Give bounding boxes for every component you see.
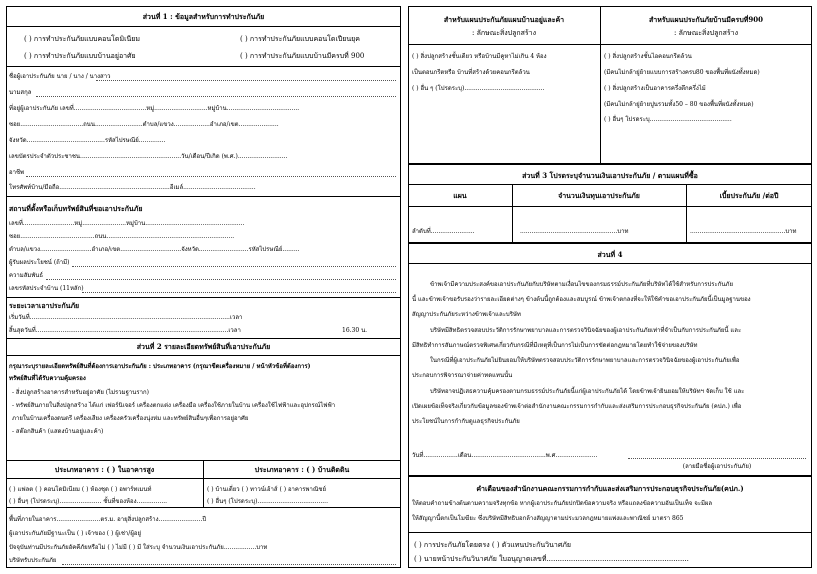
divider (6, 478, 401, 479)
shop-plan-subheading: : ลักษณะสิ่งปลูกสร้าง (471, 29, 537, 37)
divider (408, 44, 812, 45)
plan-900-option-2-note: (มีคนไม่กล้ายู่ย้ายปูนรวมทั้ง50 – 80 ของพื้นที่ผนังทั้งหมด) (604, 101, 754, 108)
insured-name-field[interactable]: ชื่อผู้เอาประกันภัย นาย / นาง / นางสาว (9, 73, 111, 80)
plan-option-condo[interactable]: ( ) การทำประกันภัยแบบคอนโดมิเนียม (24, 35, 140, 43)
warning-title: คำเตือนของสำนักงานคณะกรรมการกำกับและส่งเสริมการประกอบธุรกิจประกันภัย(คปภ.) (476, 484, 744, 493)
divider (6, 66, 401, 67)
coverage-bullet-contents-cont: ภายในบ้านเครื่องดนตรี เครื่องเสียง เครื่องครัวเครื่องนุ่งห่ม และทรัพย์สินอื่นๆเพื่อการอยู่อาศัย (12, 415, 249, 422)
phone-email-field[interactable]: โทรศัพท์บ้าน/มือถือ..........................................................อีเมล์...................................... (9, 184, 256, 191)
section-3-title: ส่วนที่ 3 โปรดระบุจำนวนเงินเอาประกันภัย / ตามแผนที่ซื้อ (522, 171, 698, 180)
section-3-col-sum: จำนวนเงินทุนเอาประกันภัย (558, 191, 640, 200)
declaration-line-6: ในกรณีที่ผู้เอาประกันภัยไม่ยินยอมให้บริษัทตรวจสอบประวัติการรักษาพยาบาลและการตรวจวินิจฉัยของผู้เอาประกันภัยเพื่อ (430, 357, 740, 364)
plan-900-option-1-note: (มีคนไม่กล้ายู่ย้ายแบบการสร้างครบ80 ของพื้นที่ผนังทั้งหมด) (604, 69, 760, 76)
section-2-title: ส่วนที่ 2 รายละเอียดทรัพย์สินที่เอาประกันภัย (136, 342, 271, 351)
divider (408, 206, 812, 207)
divider (6, 355, 401, 356)
section-3-col-premium: เบี้ยประกันภัย /ต่อปี (719, 191, 779, 200)
house-other[interactable]: ( ) อื่นๆ (โปรดระบุ)..................................... (207, 498, 328, 505)
divider (408, 184, 812, 185)
signature-line[interactable] (628, 458, 806, 459)
beneficiary-field[interactable]: ผู้รับผลประโยชน์ (ถ้ามี) (9, 259, 70, 266)
name-line (96, 80, 396, 81)
location-district-field[interactable]: ตำบล/แขวง...........................อำเภอ/เขต................................จังหวัด..........................รหัสไปรษณีย์......... (9, 246, 300, 253)
declaration-line-1: ข้าพเจ้ามีความประสงค์ขอเอาประกันภัยกับบริษัทตามเงื่อนไขของกรมธรรม์ประกันภัยที่บริษัทได้ใช้สำหรับการประกันภัย (430, 281, 733, 288)
plan-900-option-other[interactable]: ( ) อื่นๆ โปรดระบุ........................................... (604, 116, 732, 123)
house-options[interactable]: ( ) บ้านเดี่ยว ( ) ทาวน์เฮ้าส์ ( ) อาคารพาณิชย์ (207, 486, 327, 493)
insurer-line (62, 564, 396, 565)
section-2-question: กรุณาระบุรายละเอียดทรัพย์สินที่ต้องการเอาประกันภัย : ประเภทอาคาร (กรุณาขีดเครื่องหมาย / หน้าหัวข้อที่ต้องการ) (9, 363, 311, 370)
channel-options[interactable]: ( ) การประกันภัยโดยตรง ( ) ตัวแทนประกันวินาศภัย (414, 541, 571, 549)
declaration-line-2: นี้ และข้าพเจ้าขอรับรองว่ารายละเอียดต่างๆ ข้างต้นนี้ถูกต้องและสมบูรณ์ ข้าพเจ้าตกลงที่จะให้ใช้คำขอเอาประกันภัยนี้เป็นมูลฐานของ (412, 296, 751, 303)
relationship-field[interactable]: ความสัมพันธ์ (9, 272, 44, 279)
shop-plan-heading: สำหรับแผนประกันภัยแผนบ้านอยู่และค้า (443, 15, 565, 24)
address-field[interactable]: ที่อยู่ผู้เอาประกันภัย เลขที่......................................หมู่............................หมู่บ้าน...................................... (9, 105, 300, 112)
plan-option-condo-old[interactable]: ( ) การทำประกันภัยแบบคอนโดเปียนยุค (240, 35, 360, 43)
declaration-line-8: บริษัทอาจปฏิเสธความคุ้มครองตามกรมธรรม์ประกันภัยนี้แก่ผู้เอาประกันภัยได้ โดยข้าพเจ้ายินยอมให้บริษัทฯ จัดเก็บ ใช้ และ (430, 388, 745, 395)
location-title: สถานที่ตั้งหรือเก็บทรัพย์สินที่ขอเอาประกันภัย (9, 204, 143, 213)
shop-option-other[interactable]: ( ) อื่น ๆ (โปรดระบุ).......................................... (412, 85, 545, 92)
building-type-house[interactable]: ประเภทอาคาร : ( ) บ้านติดดิน (254, 465, 350, 474)
plan-option-house[interactable]: ( ) การทำประกันภัยแบบบ้านอยู่อาศัย (24, 52, 136, 60)
house-code-field[interactable]: เลขรหัสประจำบ้าน (11หลัก) (9, 285, 84, 292)
shop-option-1[interactable]: ( ) สิ่งปลูกสร้างชั้นเดียว หรือบ้านมีคูหาไม่เกิน 4 ห้อง (412, 53, 547, 60)
plan-900-subheading: : ลักษณะสิ่งปลูกสร้าง (673, 29, 739, 37)
occupation-line (26, 176, 396, 177)
period-start-field[interactable]: เริ่มวันที่.........................................................................................................เวลา (9, 314, 243, 321)
plan-number-field[interactable]: ลำดับที่....................... (412, 228, 475, 235)
section-1-title: ส่วนที่ 1 : ข้อมูลสำหรับการทำประกันภัย (142, 12, 265, 21)
beneficiary-line (72, 266, 396, 267)
declaration-line-4: บริษัทมีสิทธิตรวจสอบประวัติการรักษาพยาบาลและการตรวจวินิจฉัยของผู้เอาประกันภัยเท่าที่จำเป็นกับการประกันภัยนี้ และ (430, 327, 742, 334)
insurer-field[interactable]: บริษัทรับประกันภัย (9, 557, 57, 564)
road-field[interactable]: ซอย.................................ถนน.........................ตำบล/แขวง...................อำเภอ/เขต..................... (9, 121, 279, 128)
existing-insurance-field[interactable]: ปัจจุบันท่านมีประกันภัยอัคคีภัยหรือไม่ ( ) ไม่มี ( ) มี ใส่ระบุ จำนวนเงินเอาประกันภัย.................บาท (9, 544, 268, 551)
divider (6, 196, 401, 197)
section-4-title: ส่วนที่ 4 (597, 250, 623, 259)
coverage-bullet-contents: - ทรัพย์สินภายในสิ่งปลูกสร้าง ได้แก่ เฟอร์นิเจอร์ เครื่องตกแต่ง เครื่องมือ เครื่องใช้ภายในบ้าน เครื่องใช้ไฟฟ้าและอุปกรณ์ไฟฟ้า (12, 402, 336, 409)
plan-option-900[interactable]: ( ) การทำประกันภัยแบบบ้านมีครบที่ 900 (240, 52, 365, 60)
highrise-other[interactable]: ( ) อื่นๆ (โปรดระบุ)...................... ชั้นที่ของห้อง................ (9, 498, 168, 505)
declaration-line-10: ประโยชน์ในการกำกับดูแลธุรกิจประกันภัย (412, 418, 520, 425)
signature-date-field[interactable]: วันที่..................เดือน.......................................พ.ศ...................... (412, 452, 598, 459)
plan-900-heading: สำหรับแผนประกันภัยบ้านมีครบที่900 (648, 15, 763, 24)
divider (6, 507, 401, 508)
period-title: ระยะเวลาเอาประกันภัย (9, 301, 80, 310)
plan-900-option-1[interactable]: ( ) สิ่งปลูกสร้างชั้นไอคอนกรีตล้วน (604, 53, 692, 60)
divider (6, 26, 401, 27)
declaration-line-3: สัญญาประกันภัยระหว่างข้าพเจ้าและบริษัท (412, 311, 521, 318)
shop-option-1-cont: เป็นตอนกรีตหรือ บ้านที่สร้างด้วยคอนกรีตล้วน (412, 69, 530, 76)
location-number-field[interactable]: เลขที่...........................หมู่.......................หมู่บ้าน.................................................... (9, 220, 245, 227)
divider (408, 263, 812, 264)
declaration-line-5: มีสิทธิทำการสัมภาษณ์ตรวจพิเศษเกี่ยวกับกรณีที่มีเหตุที่เป็นการไม่เป็นการขัดต่อกฎหมายโดยทำใช้จ่ายของบริษัท (412, 342, 698, 349)
surname-line (36, 96, 396, 97)
province-field[interactable]: จังหวัด.........................................รหัสไปรษณีย์.............. (9, 137, 166, 144)
house-code-line (82, 292, 396, 293)
broker-license-field[interactable]: ( ) นายหน้าประกันวินาศภัย ใบอนุญาตเลขที่................................................................ (414, 555, 689, 563)
signature-caption: (ลายมือชื่อผู้เอาประกันภัย) (682, 463, 752, 470)
declaration-line-9: เปิดเผยข้อเท็จจริงเกี่ยวกับข้อมูลของข้าพเจ้าต่อสำนักงานคณะกรรมการกำกับและส่งเสริมการประกอบธุรกิจประกันภัย (คปภ.) เพื่อ (412, 403, 742, 410)
declaration-line-7: ประกอบการพิจารณาจ่ายค่าทดแทนนั้น (412, 372, 513, 379)
section-2-coverage-title: ทรัพย์สินที่ได้รับความคุ้มครอง (9, 375, 86, 382)
ownership-field[interactable]: ผู้เอาประกันภัยมีฐานะเป็น ( ) เจ้าของ ( ) ผู้เช่า/ผู้อยู่ (9, 530, 141, 537)
period-time: 16.30 น. (342, 327, 368, 334)
divider (6, 297, 401, 298)
period-end-field[interactable]: สิ้นสุดวันที่.....................................................................................................เวลา (9, 327, 241, 334)
occupation-field[interactable]: อาชีพ (9, 169, 24, 176)
coverage-bullet-building: - สิ่งปลูกสร้างอาคารสำหรับอยู่อาศัย (ไม่รวมฐานราก) (12, 389, 149, 396)
warning-line-2: ให้สัญญานี้ตกเป็นโมฆียะ ซึ่งบริษัทมีสิทธิบอกล้างสัญญาตามประมวลกฎหมายแพ่งและพาณิชย์ มาตรา 865 (412, 515, 684, 522)
highrise-options[interactable]: ( ) แฟลต ( ) คอนโดมิเนียม ( ) ห้องชุด ( ) อพาร์ทเมนท์ (9, 486, 152, 493)
plan-900-option-2[interactable]: ( ) สิ่งปลูกสร้างเป็นอาคารครึ่งตึกครึ่งไม้ (604, 85, 706, 92)
divider (6, 338, 401, 339)
section-3-col-plan: แผน (453, 191, 467, 200)
id-birth-field[interactable]: เลขบัตรประจำตัวประชาชน.....................................................วัน/เดือน/ปีเกิด (พ.ศ.).......................... (9, 153, 288, 160)
building-type-highrise[interactable]: ประเภทอาคาร : ( ) ในอาคารสูง (54, 465, 155, 474)
sum-insured-field[interactable]: ...................................................บาท (520, 228, 629, 235)
area-age-field[interactable]: พื้นที่ภายในอาคาร.......................ตร.ม. อายุสิ่งปลูกสร้าง.......................ปี (9, 516, 207, 523)
location-road-field[interactable]: ซอย.......................................ถนน................................................................... (9, 233, 235, 240)
surname-field[interactable]: นามสกุล (9, 89, 32, 96)
premium-field[interactable]: ..................................................บาท (690, 228, 797, 235)
divider (408, 532, 812, 533)
coverage-bullet-stock: - สต๊อกสินค้า (แสดงบ้านอยู่และค้า) (12, 428, 104, 435)
warning-line-1: ให้ตอบคำถามข้างต้นตามความจริงทุกข้อ หากผู้เอาประกันภัยปกปิดข้อความจริง หรือแถลงข้อความอันเป็นเท็จ จะมีผล (412, 500, 713, 507)
relationship-line (46, 279, 396, 280)
